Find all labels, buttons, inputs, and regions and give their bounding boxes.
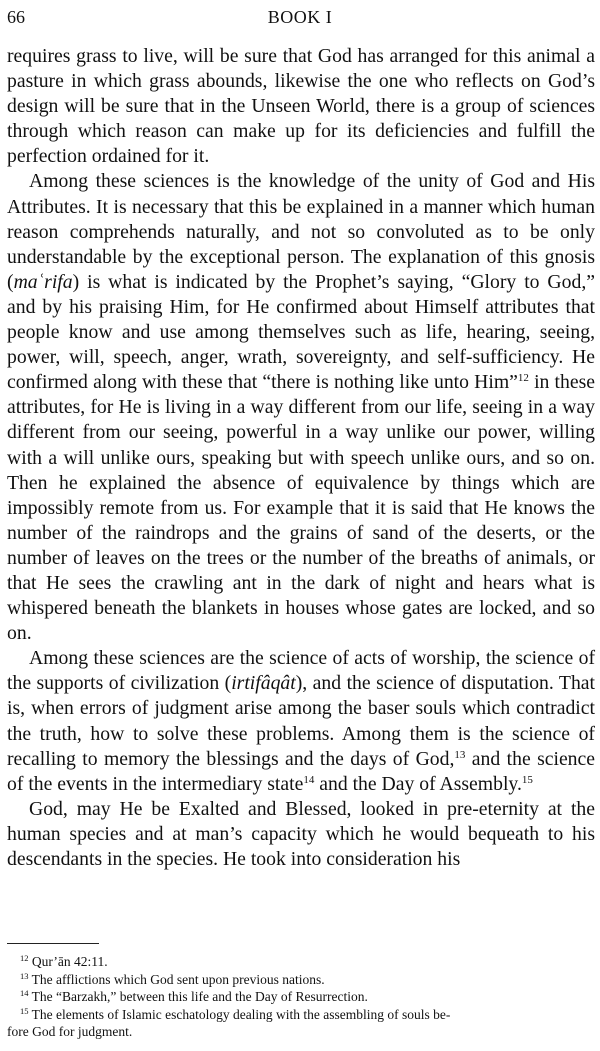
paragraph: [7, 646, 595, 797]
footnote-ref: 15: [521, 773, 533, 786]
italic-term: irtifâqât: [231, 672, 296, 695]
footnote-number: 13: [20, 970, 29, 981]
footnote-text: The elements of Islamic eschatology dealing with the assembling of souls be-: [31, 1006, 451, 1022]
footnote: [7, 1006, 595, 1024]
text-run: Among these sciences is the knowledge of the unity of God and His Attributes. It is necessary that this be explained in a manner which human reason comprehends naturally, and not so convoluted as to be only understandable by the exceptional person. The explanation of this gnosis (: [7, 170, 595, 293]
text-run: Among these sciences are the science of acts of worship, the science of the supports of civilization (: [7, 647, 595, 695]
footnote: [7, 1023, 595, 1041]
footnote: [7, 953, 595, 971]
paragraph: [7, 797, 595, 872]
running-title: BOOK I: [267, 7, 333, 27]
text-run: requires grass to live, will be sure that God has arranged for this animal a pasture in which grass abounds, likewise the one who reflects on God’s design will be sure that in the Unseen World, there is a group of sciences through which reason can make up for its deficiencies and fulfill the perfection ordained for it.: [7, 45, 595, 168]
paragraph: [7, 169, 595, 646]
footnote-number: 14: [20, 988, 29, 998]
footnote-text: The “Barzakh,” between this life and the Day of Resurrection.: [31, 989, 368, 1004]
body-text: [7, 44, 595, 872]
footnote-ref: 13: [454, 748, 466, 761]
text-run: God, may He be Exalted and Blessed, looked in pre-eternity at the human species and at man’s capacity which he would bequeath to his descendants in the species. He took into consideration his: [7, 797, 595, 870]
text-run: in these attributes, for He is living in a way different from our life, seeing in a way different from our seeing, powerful in a way unlike our power, willing with a will unlike ours, speaking but with speech unlike ours, and so on. Then he explained the absence of equivalence by things which are impossibly remote from us. For example that it is said that He knows the number of the raindrops and the grains of sand of the deserts, or the number of leaves on the trees or the number of the breaths of animals, or that He sees the crawling ant in the dark of night and hears what is whispered beneath the blankets in houses whose gates are locked, and so on.: [7, 371, 595, 645]
text-run: ), and the science of disputation. That is, when errors of judgment arise among the baser souls which contradict the truth, how to solve these problems. Among them is the science of recalling to memory the blessings and the days of God,: [7, 672, 595, 770]
text-run: ) is what is indicated by the Prophet’s saying, “Glory to God,” and by his praising Him, for He confirmed about Himself attributes that people know and use among themselves such as life, hearing, seeing, power, will, speech, anger, wrath, sovereignty, and self-sufficiency. He confirmed along with these that “there is nothing like unto Him”: [7, 270, 595, 394]
page-number: 66: [7, 7, 25, 27]
paragraph: [7, 44, 595, 169]
footnote: [7, 971, 595, 989]
footnote-number: 12: [20, 953, 29, 963]
page-header: [7, 5, 593, 29]
footnote-ref: 12: [517, 372, 529, 385]
text-run: and the Day of Assembly.: [314, 772, 522, 795]
footnote-ref: 14: [303, 773, 315, 786]
footnote-rule: [7, 943, 99, 944]
footnote-text: The afflictions which God sent upon previous nations.: [31, 971, 325, 987]
footnote-text: Qur’ān 42:11.: [31, 954, 108, 969]
footnote-text: fore God for judgment.: [7, 1024, 133, 1039]
footnote-number: 15: [20, 1005, 29, 1016]
footnotes: [7, 953, 595, 1041]
text-run: and the science of the events in the intermediary state: [7, 747, 596, 795]
italic-term: maʿrifa: [13, 270, 73, 293]
footnote: [7, 988, 595, 1006]
